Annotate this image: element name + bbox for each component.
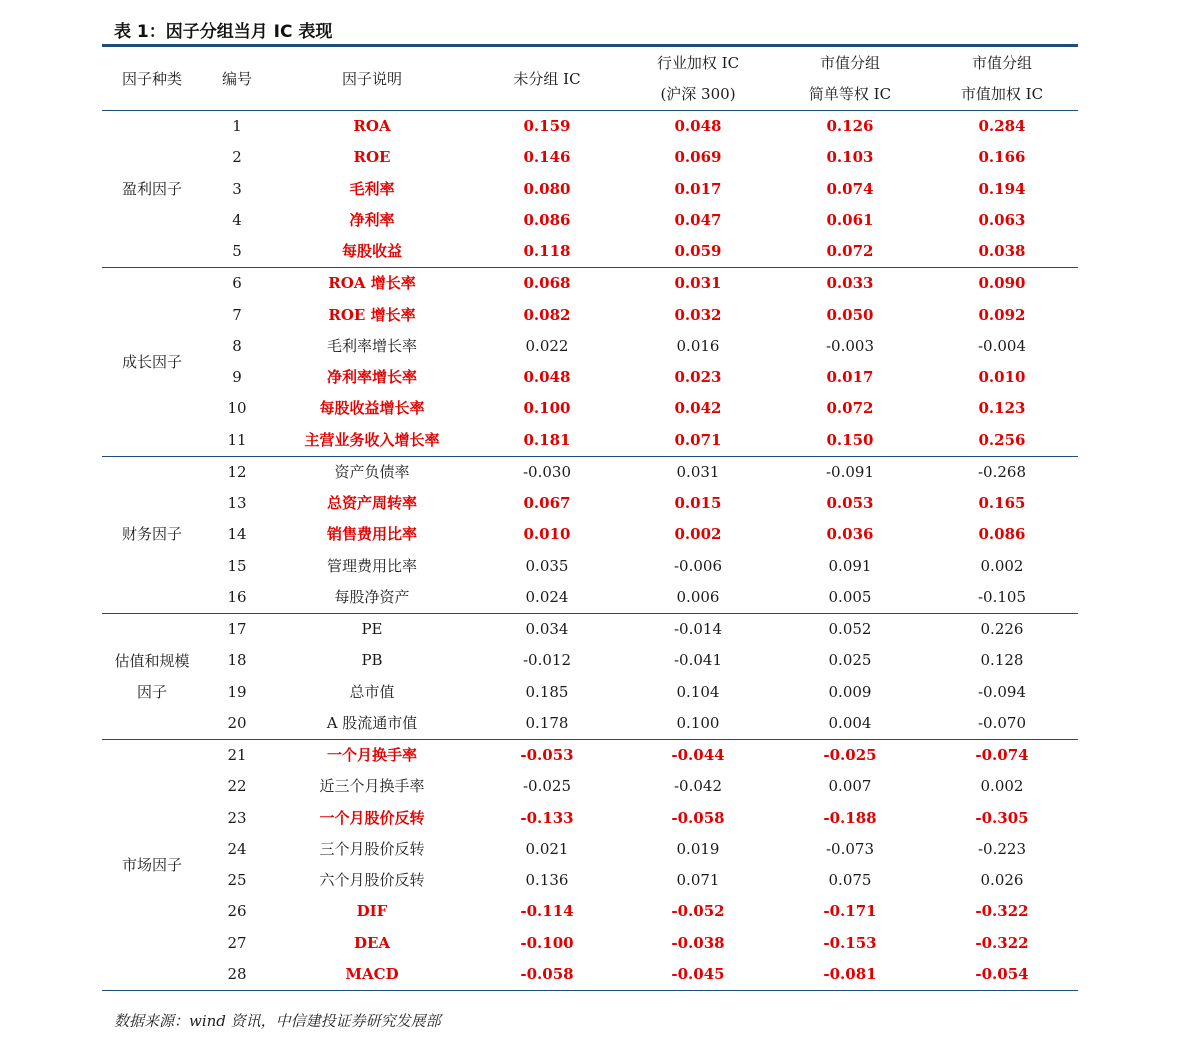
table-title: 表 1：因子分组当月 IC 表现 — [114, 22, 333, 42]
factor-number: 4 — [232, 210, 242, 229]
factor-name: 主营业务收入增长率 — [272, 425, 472, 457]
header-category: 因子种类 — [102, 48, 202, 111]
table-row — [102, 708, 1078, 740]
header-number: 编号 — [202, 48, 272, 111]
ic-industry-weighted: 0.100 — [622, 708, 774, 740]
ic-cap-weight: -0.223 — [977, 839, 1026, 858]
factor-number: 15 — [227, 556, 247, 575]
ic-cap-weight: 0.026 — [980, 871, 1024, 890]
factor-name: 毛利率 — [349, 179, 395, 198]
ic-equal-weight: 0.007 — [828, 777, 872, 796]
ic-industry-weighted: -0.058 — [671, 808, 725, 827]
ic-industry-weighted: -0.052 — [671, 902, 725, 921]
ic-ungrouped: 0.024 — [472, 582, 622, 614]
factor-name: 净利率增长率 — [326, 368, 417, 387]
factor-number: 14 — [227, 525, 247, 544]
table-row — [102, 865, 1078, 896]
source-note: 数据来源：wind 资讯，中信建投证券研究发展部 — [114, 1012, 441, 1030]
table-row — [102, 928, 1078, 959]
factor-number: 26 — [227, 902, 247, 921]
ic-ungrouped: 0.035 — [525, 556, 569, 575]
factor-number: 12 — [227, 462, 247, 481]
factor-number: 17 — [227, 620, 247, 639]
ic-equal-weight: 0.053 — [826, 494, 874, 513]
ic-cap-weight: 0.128 — [980, 651, 1024, 670]
ic-ungrouped: -0.100 — [520, 933, 574, 952]
ic-cap-weight: -0.054 — [926, 959, 1078, 991]
factor-number: 19 — [227, 682, 247, 701]
table-row — [102, 142, 1078, 173]
ic-equal-weight: 0.075 — [828, 871, 872, 890]
ic-cap-weight: -0.070 — [926, 708, 1078, 740]
table-row — [102, 740, 1078, 772]
ic-equal-weight: -0.003 — [825, 336, 874, 355]
factor-name: A 股流通市值 — [272, 708, 472, 740]
factor-name: ROA 增长率 — [328, 274, 416, 293]
ic-ungrouped: 0.068 — [523, 274, 571, 293]
ic-cap-weight: -0.268 — [977, 462, 1026, 481]
header-cap-weight-ic-line2: 市值加权 IC — [960, 85, 1044, 103]
ic-ungrouped: 0.181 — [472, 425, 622, 457]
factor-name: 总市值 — [349, 682, 395, 701]
factor-number: 22 — [227, 777, 247, 796]
factor-number: 18 — [227, 651, 247, 670]
factor-number: 13 — [227, 494, 247, 513]
factor-number: 7 — [232, 305, 242, 324]
ic-industry-weighted: 0.016 — [676, 336, 720, 355]
factor-name: MACD — [272, 959, 472, 991]
table-row — [102, 393, 1078, 424]
table-row — [102, 834, 1078, 865]
table-row — [102, 488, 1078, 519]
ic-industry-weighted: -0.041 — [673, 651, 722, 670]
table-row — [102, 677, 1078, 708]
factor-number: 23 — [227, 808, 247, 827]
ic-equal-weight: -0.081 — [774, 959, 926, 991]
ic-cap-weight: 0.038 — [926, 236, 1078, 268]
factor-number: 11 — [202, 425, 272, 457]
table-row — [102, 803, 1078, 834]
ic-equal-weight: -0.073 — [825, 839, 874, 858]
header-equal-weight-ic — [774, 48, 926, 111]
header-cap-weight-ic-line1: 市值分组 — [971, 54, 1032, 72]
ic-cap-weight: -0.105 — [926, 582, 1078, 614]
table-row — [102, 300, 1078, 331]
ic-industry-weighted: 0.031 — [676, 462, 720, 481]
ic-equal-weight: 0.033 — [826, 274, 874, 293]
ic-equal-weight: 0.009 — [828, 682, 872, 701]
ic-cap-weight: 0.002 — [980, 556, 1024, 575]
ic-cap-weight: -0.322 — [975, 933, 1029, 952]
ic-cap-weight: -0.322 — [975, 902, 1029, 921]
ic-industry-weighted: -0.006 — [673, 556, 722, 575]
ic-ungrouped: -0.053 — [520, 746, 574, 765]
ic-equal-weight: -0.153 — [823, 933, 877, 952]
ic-cap-weight: 0.063 — [978, 210, 1026, 229]
header-equal-weight-ic-line2: 简单等权 IC — [808, 85, 892, 103]
table-row — [102, 896, 1078, 927]
factor-name: 三个月股价反转 — [319, 839, 425, 858]
ic-equal-weight: 0.072 — [826, 399, 874, 418]
ic-ungrouped: -0.012 — [522, 651, 571, 670]
factor-name: 一个月换手率 — [326, 746, 417, 765]
ic-ungrouped: -0.030 — [522, 462, 571, 481]
factor-category: 估值和规模因子 — [102, 614, 202, 740]
factor-number: 24 — [227, 839, 247, 858]
ic-cap-weight: 0.002 — [980, 777, 1024, 796]
ic-industry-weighted: 0.023 — [674, 368, 722, 387]
ic-cap-weight: 0.194 — [978, 179, 1026, 198]
table-row — [102, 645, 1078, 676]
ic-ungrouped: 0.185 — [525, 682, 569, 701]
factor-category: 成长因子 — [102, 268, 202, 457]
ic-ungrouped: 0.022 — [525, 336, 569, 355]
header-description: 因子说明 — [272, 48, 472, 111]
factor-name: 资产负债率 — [334, 462, 410, 481]
ic-ungrouped: 0.136 — [525, 871, 569, 890]
factor-number: 16 — [202, 582, 272, 614]
ic-ungrouped: -0.058 — [472, 959, 622, 991]
factor-number: 3 — [232, 179, 242, 198]
ic-industry-weighted: 0.006 — [622, 582, 774, 614]
header-row — [102, 48, 1078, 111]
ic-equal-weight: 0.050 — [826, 305, 874, 324]
factor-category: 财务因子 — [102, 456, 202, 613]
ic-equal-weight: 0.126 — [826, 117, 874, 136]
factor-number: 2 — [232, 148, 242, 167]
factor-name: DIF — [356, 902, 388, 921]
ic-cap-weight: -0.004 — [977, 336, 1026, 355]
ic-cap-weight: 0.165 — [978, 494, 1026, 513]
ic-industry-weighted: 0.069 — [674, 148, 722, 167]
factor-name: 销售费用比率 — [326, 525, 417, 544]
ic-industry-weighted: 0.019 — [676, 839, 720, 858]
ic-equal-weight: 0.072 — [774, 236, 926, 268]
table-row — [102, 236, 1078, 268]
table-row — [102, 331, 1078, 362]
header-industry-weighted-ic — [622, 48, 774, 111]
ic-ungrouped: 0.086 — [523, 210, 571, 229]
ic-equal-weight: 0.150 — [774, 425, 926, 457]
ic-industry-weighted: 0.015 — [674, 494, 722, 513]
ic-industry-weighted: 0.017 — [674, 179, 722, 198]
ic-equal-weight: 0.004 — [774, 708, 926, 740]
ic-ungrouped: -0.114 — [520, 902, 574, 921]
ic-industry-weighted: 0.059 — [622, 236, 774, 268]
ic-cap-weight: 0.256 — [926, 425, 1078, 457]
ic-industry-weighted: -0.038 — [671, 933, 725, 952]
factor-name: 一个月股价反转 — [319, 808, 425, 827]
factor-number: 9 — [232, 368, 242, 387]
table-row — [102, 205, 1078, 236]
ic-industry-weighted: 0.104 — [676, 682, 720, 701]
ic-equal-weight: 0.052 — [828, 620, 872, 639]
header-cap-weight-ic — [926, 48, 1078, 111]
ic-equal-weight: -0.091 — [825, 462, 874, 481]
factor-category: 盈利因子 — [102, 111, 202, 268]
ic-industry-weighted: 0.071 — [622, 425, 774, 457]
ic-industry-weighted: 0.031 — [674, 274, 722, 293]
table-row — [102, 362, 1078, 393]
ic-ungrouped: 0.100 — [523, 399, 571, 418]
header-equal-weight-ic-line1: 市值分组 — [819, 54, 880, 72]
ic-industry-weighted: 0.071 — [676, 871, 720, 890]
ic-industry-weighted: -0.044 — [671, 746, 725, 765]
factor-number: 10 — [227, 399, 247, 418]
ic-industry-weighted: -0.045 — [622, 959, 774, 991]
ic-industry-weighted: 0.032 — [674, 305, 722, 324]
ic-equal-weight: -0.025 — [823, 746, 877, 765]
table-row — [102, 174, 1078, 205]
ic-equal-weight: -0.188 — [823, 808, 877, 827]
ic-equal-weight: 0.103 — [826, 148, 874, 167]
ic-equal-weight: 0.025 — [828, 651, 872, 670]
ic-ungrouped: 0.048 — [523, 368, 571, 387]
ic-ungrouped: 0.080 — [523, 179, 571, 198]
ic-cap-weight: 0.090 — [978, 274, 1026, 293]
factor-name: 总资产周转率 — [326, 494, 417, 513]
factor-name: DEA — [353, 933, 391, 952]
ic-industry-weighted: -0.014 — [673, 620, 722, 639]
ic-ungrouped: 0.118 — [472, 236, 622, 268]
ic-equal-weight: 0.074 — [826, 179, 874, 198]
ic-ungrouped: 0.010 — [523, 525, 571, 544]
table-row — [102, 551, 1078, 582]
table-row — [102, 959, 1078, 991]
ic-table — [102, 48, 1078, 991]
header-industry-weighted-ic-line2: (沪深 300) — [660, 85, 736, 103]
table-row — [102, 519, 1078, 550]
ic-industry-weighted: 0.002 — [674, 525, 722, 544]
table-row — [102, 582, 1078, 614]
ic-cap-weight: 0.010 — [978, 368, 1026, 387]
factor-name: 每股净资产 — [272, 582, 472, 614]
factor-name: ROE 增长率 — [328, 305, 416, 324]
ic-cap-weight: -0.094 — [977, 682, 1026, 701]
factor-number: 8 — [232, 336, 242, 355]
ic-cap-weight: 0.092 — [978, 305, 1026, 324]
ic-equal-weight: 0.091 — [828, 556, 872, 575]
factor-name: 每股收益 — [272, 236, 472, 268]
ic-cap-weight: 0.086 — [978, 525, 1026, 544]
ic-ungrouped: 0.178 — [472, 708, 622, 740]
ic-ungrouped: -0.025 — [522, 777, 571, 796]
factor-name: 近三个月换手率 — [319, 777, 425, 796]
factor-name: 净利率 — [349, 210, 395, 229]
header-industry-weighted-ic-line1: 行业加权 IC — [656, 54, 740, 72]
factor-number: 25 — [227, 871, 247, 890]
ic-equal-weight: 0.005 — [774, 582, 926, 614]
table-row — [102, 614, 1078, 646]
factor-name: 六个月股价反转 — [319, 871, 425, 890]
table-row — [102, 456, 1078, 488]
factor-name: 毛利率增长率 — [326, 336, 417, 355]
factor-number: 27 — [227, 933, 247, 952]
factor-name: PE — [361, 620, 383, 639]
ic-industry-weighted: 0.047 — [674, 210, 722, 229]
factor-name: ROE — [353, 148, 391, 167]
ic-cap-weight: -0.305 — [975, 808, 1029, 827]
header-ungrouped-ic: 未分组 IC — [472, 48, 622, 111]
ic-ungrouped: 0.067 — [523, 494, 571, 513]
table-row — [102, 771, 1078, 802]
ic-industry-weighted: -0.042 — [673, 777, 722, 796]
table-row — [102, 111, 1078, 143]
ic-ungrouped: 0.021 — [525, 839, 569, 858]
ic-ungrouped: 0.034 — [525, 620, 569, 639]
ic-industry-weighted: 0.048 — [674, 117, 722, 136]
table-row — [102, 425, 1078, 457]
table-body — [102, 111, 1078, 991]
factor-number: 28 — [202, 959, 272, 991]
ic-equal-weight: -0.171 — [823, 902, 877, 921]
factor-number: 1 — [232, 117, 242, 136]
title-rule — [102, 44, 1078, 47]
ic-cap-weight: 0.284 — [978, 117, 1026, 136]
factor-number: 6 — [232, 274, 242, 293]
ic-equal-weight: 0.036 — [826, 525, 874, 544]
factor-name: PB — [361, 651, 383, 670]
ic-cap-weight: 0.123 — [978, 399, 1026, 418]
ic-ungrouped: 0.159 — [523, 117, 571, 136]
factor-number: 20 — [202, 708, 272, 740]
factor-number: 5 — [202, 236, 272, 268]
factor-name: 每股收益增长率 — [319, 399, 425, 418]
ic-equal-weight: 0.061 — [826, 210, 874, 229]
factor-number: 21 — [227, 746, 247, 765]
ic-cap-weight: 0.166 — [978, 148, 1026, 167]
ic-cap-weight: 0.226 — [980, 620, 1024, 639]
ic-industry-weighted: 0.042 — [674, 399, 722, 418]
factor-name: 管理费用比率 — [326, 556, 417, 575]
ic-ungrouped: 0.082 — [523, 305, 571, 324]
ic-cap-weight: -0.074 — [975, 746, 1029, 765]
factor-category: 市场因子 — [102, 740, 202, 991]
ic-ungrouped: -0.133 — [520, 808, 574, 827]
table-row — [102, 268, 1078, 300]
ic-equal-weight: 0.017 — [826, 368, 874, 387]
ic-ungrouped: 0.146 — [523, 148, 571, 167]
factor-name: ROA — [353, 117, 391, 136]
